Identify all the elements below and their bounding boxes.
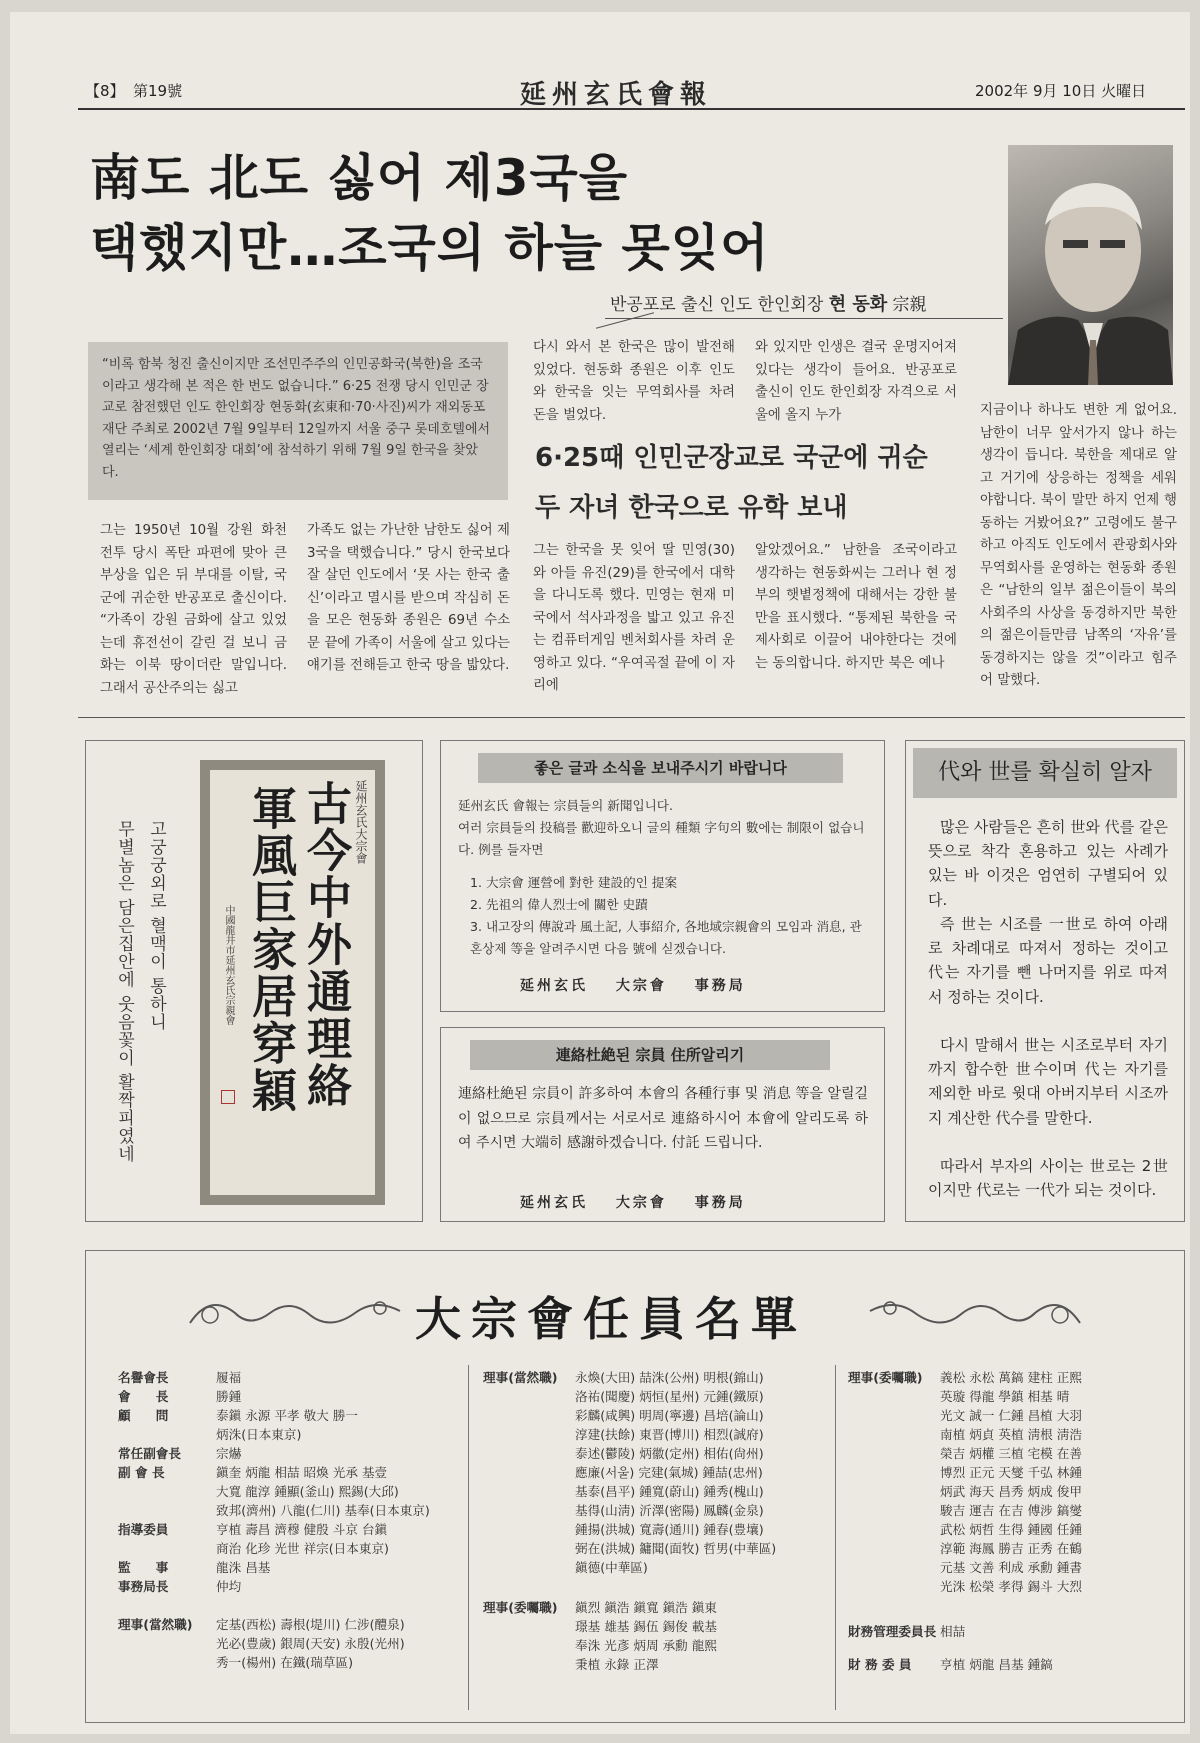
headline-line2: 택했지만…조국의 하늘 못잊어 bbox=[90, 219, 770, 277]
roster-right-role-3: 財 務 委 員 bbox=[848, 1657, 912, 1672]
roster-names-line: 光洙 松榮 孝得 錫斗 大烈 bbox=[940, 1579, 1082, 1594]
roster-row bbox=[118, 1482, 430, 1501]
roster-middle-role-2: 理事(委囑職) bbox=[483, 1600, 558, 1615]
notice-contact-body: 連絡杜絶된 宗員이 許多하여 本會의 各種行事 및 消息 等을 알릴길이 없으므로 宗員께서는 서로서로 連絡하시어 本會에 알리도록 하여 주시면 大端히 感謝하겠습니다. 付託 드립니다. bbox=[458, 1086, 868, 1151]
roster-role: 會 長 bbox=[118, 1389, 169, 1404]
article-column-2: 가족도 없는 가난한 남한도 싫어 제3국을 택했습니다.” 당시 한국보다 잘 살던 인도에서 ‘못 사는 한국 출신’이라고 멸시를 받으며 작심히 돈을 모은 현동화 종원은 69년 수소문 끝에 가족이 서울에 살고 있다는 얘기를 전해듣고 한국 땅을 밟았다. bbox=[307, 523, 510, 673]
roster-names-line: 鎭烈 鎭浩 鎭寬 鎭浩 鎭東 bbox=[575, 1600, 717, 1615]
subhead-1: 6·25때 인민군장교로 국군에 귀순 bbox=[535, 443, 928, 473]
notice-contributions-title: 좋은 글과 소식을 보내주시기 바랍니다 bbox=[478, 753, 843, 783]
roster-names-line: 鎭德(中華區) bbox=[575, 1560, 648, 1575]
roster-row bbox=[118, 1463, 430, 1482]
roster-names: 致邦(濟州) 八龍(仁川) 基奉(日本東京) bbox=[216, 1503, 430, 1518]
roster-names-line: 光文 誠一 仁鍾 昌植 大羽 bbox=[940, 1408, 1082, 1423]
roster-right-names-2: 相喆 bbox=[940, 1624, 966, 1639]
roster-row bbox=[118, 1634, 405, 1653]
issue-number: 第19號 bbox=[133, 82, 183, 100]
sidebar-paragraph-2: 즉 世는 시조를 一世로 하여 아래로 차례대로 따져서 정하는 것이고 代는 자기를 뺀 나머지를 위로 따져서 정하는 것이다. bbox=[928, 915, 1168, 1006]
page-number: 【8】 bbox=[85, 82, 125, 100]
roster-role: 常任副會長 bbox=[118, 1446, 181, 1461]
article-column-4-bottom: 알았겠어요.” 남한을 조국이라고 생각하는 현동화씨는 그러나 현 정부의 햇볕정책에 대해서는 강한 불만을 표시했다. “통제된 북한을 국제사회로 이끌어 내야한다는 것에는 동의합니다. 하지만 북은 예나 bbox=[755, 543, 957, 671]
header-rule bbox=[78, 108, 1185, 110]
subhead-2: 두 자녀 한국으로 유학 보내 bbox=[535, 493, 848, 523]
roster-names-line: 英璇 得龍 學鎮 相基 晴 bbox=[940, 1389, 1070, 1404]
roster-names-line: 基泰(昌平) 鍾寬(蔚山) 鍾秀(槐山) bbox=[575, 1484, 764, 1499]
calligraphy-signature: 中國龍井市延州玄氏宗親會 bbox=[223, 905, 234, 1025]
roster-row bbox=[118, 1501, 430, 1520]
roster-middle-role-1: 理事(當然職) bbox=[483, 1370, 558, 1385]
roster-names: 亨植 壽昌 濟穆 健殷 斗京 台鎭 bbox=[216, 1522, 388, 1537]
roster-names-line: 駿吉 運吉 在吉 傅涉 鎬燮 bbox=[940, 1503, 1082, 1518]
roster-right-names-3: 亨植 炳龍 昌基 鍾鎬 bbox=[940, 1657, 1053, 1672]
roster-role: 理事(當然職) bbox=[118, 1617, 193, 1632]
roster-role: 指導委員 bbox=[118, 1522, 169, 1537]
portrait-figure bbox=[1008, 145, 1173, 385]
notice-contributions-item3: 3. 내고장의 傳說과 風土記, 人事紹介, 各地域宗親會의 모임과 消息, 관혼상제 等을 알려주시면 다음 號에 싣겠습니다. bbox=[470, 919, 862, 956]
notice-contact-title: 連絡杜絶된 宗員 住所알리기 bbox=[470, 1040, 830, 1070]
article-column-3-top: 다시 와서 본 한국은 많이 발전해 있었다. 현동화 종원은 이후 인도와 한국을 잇는 무역회사를 차려 돈을 벌었다. bbox=[533, 340, 735, 423]
notice-contact-sign: 延州玄氏 大宗會 事務局 bbox=[520, 1195, 746, 1211]
roster-row bbox=[118, 1653, 405, 1672]
sidebar-paragraph-4: 따라서 부자의 사이는 世로는 2世이지만 代로는 一代가 되는 것이다. bbox=[928, 1157, 1168, 1200]
article-column-1: 그는 1950년 10월 강원 화천 전투 당시 폭탄 파편에 맞아 큰 부상을 입은 뒤 부대를 이탈, 국군에 귀순한 반공포로 출신이다. “가족이 강원 금화에 살고 있었는데 휴전선이 갈린 걸 보니 금화는 이북 땅이더란 말입니다. 그래서 공산주의는 싫고 bbox=[100, 523, 287, 696]
roster-names-line: 應廉(서울) 完建(氣城) 鍾喆(忠州) bbox=[575, 1465, 763, 1480]
roster-names-line: 奉洙 光彥 炳周 承勳 龍熙 bbox=[575, 1638, 717, 1653]
roster-names: 光必(豊歲) 銀周(天安) 永殷(光州) bbox=[216, 1636, 405, 1651]
roster-names-line: 淳範 海鳳 勝吉 正秀 在鶴 bbox=[940, 1541, 1082, 1556]
roster-row bbox=[118, 1425, 430, 1444]
roster-title: 大宗會任員名單 bbox=[415, 1292, 807, 1346]
roster-names: 炳洙(日本東京) bbox=[216, 1427, 302, 1442]
roster-names-line: 鍾揚(洪城) 寬壽(通川) 鍾春(豊壤) bbox=[575, 1522, 764, 1537]
poem-column-1: 고궁궁외로 혈맥이 통하니 bbox=[146, 820, 166, 1031]
sidebar-paragraph-1: 많은 사람들은 흔히 世와 代를 같은 뜻으로 착각 혼용하고 있는 사례가 있는 바 이것은 엄연히 구별되어 있다. bbox=[928, 818, 1168, 909]
byline-rule bbox=[605, 318, 1003, 319]
roster-names-line: 基得(山淸) 沂澤(密陽) 鳳麟(金泉) bbox=[575, 1503, 764, 1518]
roster-names-line: 淳建(扶餘) 東晋(博川) 相烈(誠府) bbox=[575, 1427, 764, 1442]
roster-names: 定基(西松) 壽根(堤川) 仁涉(醴泉) bbox=[216, 1617, 405, 1632]
roster-row bbox=[118, 1577, 430, 1596]
headline-line1: 南도 北도 싫어 제3국을 bbox=[90, 149, 629, 207]
roster-names-line: 璟基 雄基 錫伍 錫俊 載基 bbox=[575, 1619, 717, 1634]
notice-contributions-item1: 1. 大宗會 運營에 對한 建設的인 提案 bbox=[470, 875, 678, 890]
roster-row bbox=[118, 1615, 405, 1634]
roster-names-line: 永煥(大田) 喆洙(公州) 明根(錦山) bbox=[575, 1370, 764, 1385]
ornament-right-icon bbox=[860, 1283, 1090, 1343]
roster-names-line: 炳武 海天 昌秀 炳成 俊甲 bbox=[940, 1484, 1082, 1499]
roster-names: 履福 bbox=[216, 1370, 242, 1385]
roster-names: 大寬 龍淳 鍾顯(釜山) 熙錫(大邱) bbox=[216, 1484, 399, 1499]
roster-names-line: 博烈 正元 天燮 千弘 林鍾 bbox=[940, 1465, 1082, 1480]
sidebar-paragraph-3: 다시 말해서 世는 시조로부터 자기까지 합수한 世수이며 代는 자기를 제외한 바로 윗대 아버지부터 시조까지 계산한 代수를 말한다. bbox=[928, 1036, 1168, 1127]
roster-row bbox=[118, 1387, 430, 1406]
roster-names: 泰鎭 永源 平孝 敬大 勝一 bbox=[216, 1408, 358, 1423]
roster-row bbox=[118, 1444, 430, 1463]
byline bbox=[610, 290, 927, 316]
roster-role: 事務局長 bbox=[118, 1579, 169, 1594]
roster-row bbox=[118, 1539, 430, 1558]
article-column-3-bottom: 그는 한국을 못 잊어 딸 민영(30)와 아들 유진(29)를 한국에서 대학을 다니도록 했다. 민영는 현재 미국에서 석사과정을 밟고 있고 유진는 컴퓨터게임 벤처회사를 차려 운영하고 있다. “우여곡절 끝에 이 자리에 bbox=[533, 543, 735, 693]
roster-names-line: 秉植 永錄 正澤 bbox=[575, 1657, 659, 1672]
roster-middle-list-1 bbox=[575, 1368, 776, 1577]
roster-role: 名譽會長 bbox=[118, 1370, 169, 1385]
masthead: 延州玄氏會報 bbox=[520, 80, 713, 110]
calligraphy-inscription: 延州玄氏大宗會 bbox=[354, 780, 368, 864]
byline-suffix: 宗親 bbox=[892, 295, 927, 315]
roster-names: 勝鍾 bbox=[216, 1389, 242, 1404]
roster-left-list bbox=[118, 1368, 430, 1596]
ornament-left-icon bbox=[180, 1283, 410, 1343]
calligraphy-column-1: 古今中外通理絡 bbox=[299, 780, 352, 1109]
notice-contributions-intro1: 延州玄氏 會報는 宗員들의 新聞입니다. bbox=[458, 798, 673, 813]
roster-right-list-1 bbox=[940, 1368, 1082, 1596]
roster-divider-2 bbox=[835, 1365, 836, 1710]
section-rule bbox=[78, 717, 1185, 718]
roster-names-line: 元基 文善 利成 承勳 鍾書 bbox=[940, 1560, 1082, 1575]
roster-row bbox=[118, 1558, 430, 1577]
portrait-photo bbox=[1008, 145, 1173, 385]
roster-names-line: 榮吉 炳權 三植 宅模 在善 bbox=[940, 1446, 1082, 1461]
roster-names: 龍洙 昌基 bbox=[216, 1560, 271, 1575]
roster-row bbox=[118, 1406, 430, 1425]
notice-contributions-sign: 延州玄氏 大宗會 事務局 bbox=[520, 978, 746, 994]
calligraphy-column-2: 軍風巨家居穿穎 bbox=[244, 785, 297, 1114]
seal-stamp bbox=[221, 1090, 235, 1104]
roster-names-line: 義松 永松 萬鎬 建柱 正熙 bbox=[940, 1370, 1082, 1385]
roster-names-line: 泰述(鬱陵) 炳徽(定州) 相佑(尙州) bbox=[575, 1446, 764, 1461]
roster-names-line: 彩麟(咸興) 明周(寧邊) 昌培(論山) bbox=[575, 1408, 764, 1423]
roster-middle-list-2 bbox=[575, 1598, 717, 1674]
roster-role: 監 事 bbox=[118, 1560, 169, 1575]
notice-contributions-item2: 2. 先祖의 偉人烈士에 關한 史蹟 bbox=[470, 897, 648, 912]
roster-row bbox=[118, 1520, 430, 1539]
roster-left-extra bbox=[118, 1615, 405, 1672]
roster-names: 秀一(楊州) 在鐵(瑞草區) bbox=[216, 1655, 354, 1670]
roster-role: 顧 問 bbox=[118, 1408, 169, 1423]
roster-names: 商治 化珍 光世 祥宗(日本東京) bbox=[216, 1541, 389, 1556]
byline-prefix: 반공포로 출신 인도 한인회장 bbox=[610, 295, 824, 315]
article-column-4-top: 와 있지만 인생은 결국 운명지어져 있다는 생각이 들어요. 반공포로 출신이 인도 한인회장 자격으로 서울에 올지 누가 bbox=[755, 340, 957, 423]
roster-names: 鎭奎 炳龍 相喆 昭煥 光承 基壹 bbox=[216, 1465, 388, 1480]
roster-right-role-1: 理事(委囑職) bbox=[848, 1370, 923, 1385]
roster-right-role-2: 財務管理委員長 bbox=[848, 1624, 937, 1639]
article-column-5: 지금이나 하나도 변한 게 없어요. 남한이 너무 앞서가지 않나 하는 생각이 듭니다. 북한을 제대로 알고 거기에 상응하는 정책을 세워야합니다. 북이 말만 하지 언제 행동하는 거봤어요?” 고령에도 불구하고 아직도 인도에서 관광회사와 무역회사를 운영하는 현동화 종원은 “남한의 일부 젊은이들이 북의 사회주의 사상을 동경하지만 북한의 젊은이들만큼 남쪽의 ‘자유’를 동경하지는 않을 것”이라고 힘주어 말했다. bbox=[980, 403, 1177, 688]
roster-names: 仲均 bbox=[216, 1579, 242, 1594]
roster-names: 宗爀 bbox=[216, 1446, 242, 1461]
roster-names-line: 南植 炳貞 英植 淸根 淸浩 bbox=[940, 1427, 1082, 1442]
roster-role: 副 會 長 bbox=[118, 1465, 165, 1480]
roster-names-line: 洛祐(聞慶) 炳恒(星州) 元鍾(鐵原) bbox=[575, 1389, 764, 1404]
roster-row bbox=[118, 1368, 430, 1387]
notice-contributions-intro2: 여러 宗員들의 投稿를 歡迎하오니 글의 種類 字句의 數에는 制限이 없습니다. 例를 들자면 bbox=[458, 820, 865, 857]
byline-name: 현 동화 bbox=[828, 294, 888, 315]
lead-paragraph: “비록 함북 청진 출신이지만 조선민주주의 인민공화국(북한)을 조국이라고 생각해 본 적은 한 번도 없습니다.” 6·25 전쟁 당시 인민군 장교로 참전했던 인도 한인회장 현동화(玄東和·70·사진)씨가 재외동포재단 주최로 2002년 7월 9일부터 12일까지 서울 중구 롯데호텔에서 열리는 ‘세계 한인회장 대회’에 참석하기 위해 7월 9일 한국을 찾았다. bbox=[88, 342, 508, 500]
issue-date: 2002年 9月 10日 火曜日 bbox=[975, 82, 1147, 100]
roster-names-line: 武松 炳哲 生得 鍾國 任鍾 bbox=[940, 1522, 1082, 1537]
roster-names-line: 弼在(洪城) 鏞聞(面牧) 哲男(中華區) bbox=[575, 1541, 777, 1556]
poem-column-2: 무별놈은 담은집안에 웃음꽃이 활짝피였네 bbox=[114, 820, 134, 1164]
sidebar-title: 代와 世를 확실히 알자 bbox=[913, 748, 1177, 798]
roster-divider-1 bbox=[468, 1365, 469, 1710]
